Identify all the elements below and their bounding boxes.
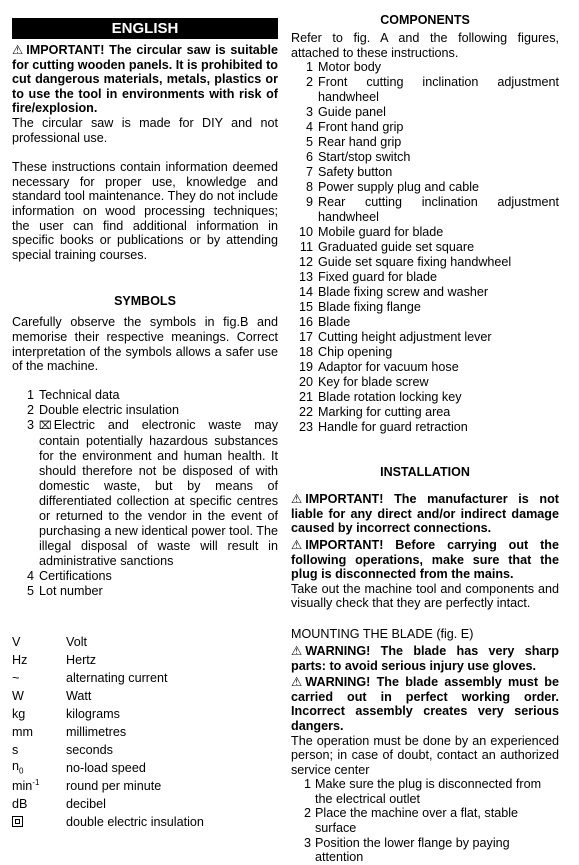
component-item-label: Key for blade screw xyxy=(318,375,429,390)
step-item-text xyxy=(315,777,559,806)
abbreviation-row xyxy=(12,723,204,741)
abbreviation-symbol xyxy=(12,687,66,705)
abbreviation-symbol xyxy=(12,795,66,813)
component-item xyxy=(291,240,559,255)
components-list xyxy=(291,60,559,435)
abbreviation-row xyxy=(12,705,204,723)
component-item-number: 22 xyxy=(298,405,313,420)
warning-icon: ⚠ xyxy=(291,675,303,690)
component-item-number: 23 xyxy=(298,420,313,435)
component-item-text xyxy=(318,120,559,135)
component-item-number: 15 xyxy=(298,300,313,315)
component-item xyxy=(291,150,559,165)
component-item-label: Safety button xyxy=(318,165,393,180)
component-item xyxy=(291,75,559,105)
component-item-label: Handle for guard retraction xyxy=(318,420,468,435)
component-item-label: Front cutting inclination adjustment handwheel xyxy=(318,75,559,105)
component-item-text xyxy=(318,225,559,240)
component-item-text xyxy=(318,330,559,345)
component-item-text xyxy=(318,180,559,195)
abbreviation-symbol xyxy=(12,723,66,741)
component-item-text xyxy=(318,270,559,285)
abbreviation-symbol xyxy=(12,741,66,759)
component-item xyxy=(291,105,559,120)
component-item-label: Guide set square fixing handwheel xyxy=(318,255,512,270)
left-column xyxy=(12,0,278,831)
symbol-list xyxy=(12,388,278,599)
component-item xyxy=(291,270,559,285)
symbol-item-number: 3 xyxy=(26,417,34,432)
symbol-text: kg xyxy=(12,706,26,721)
component-item-number: 16 xyxy=(298,315,313,330)
step-item xyxy=(295,806,559,835)
component-item-number: 21 xyxy=(298,390,313,405)
symbol-item xyxy=(12,403,278,418)
component-item-label: Start/stop switch xyxy=(318,150,411,165)
install-warning-1: ⚠ IMPORTANT! The manufacturer is not liable for any direct and/or indirect damage caused by incorrect connections. xyxy=(291,492,559,536)
component-item-label: Blade xyxy=(318,315,351,330)
component-item-text xyxy=(318,135,559,150)
component-item xyxy=(291,345,559,360)
symbol-text: min xyxy=(12,779,33,794)
symbol-text: s xyxy=(12,742,19,757)
mounting-heading: MOUNTING THE BLADE (fig. E) xyxy=(291,626,474,641)
symbol-text: Hz xyxy=(12,652,28,667)
intended-use: The circular saw is made for DIY and not professional use. xyxy=(12,115,278,145)
symbol-text: ~ xyxy=(12,670,20,685)
component-item-number: 7 xyxy=(305,165,313,180)
abbreviation-symbol xyxy=(12,813,66,831)
step-item-number: 3 xyxy=(303,835,311,850)
component-item-label: Power supply plug and cable xyxy=(318,180,480,195)
right-column xyxy=(291,0,559,865)
warning-icon: ⚠ xyxy=(291,643,303,658)
abbreviation-row xyxy=(12,813,204,831)
component-item-text xyxy=(318,315,559,330)
abbreviation-meaning: Volt xyxy=(66,634,88,649)
component-item-label: Rear hand grip xyxy=(318,135,402,150)
symbol-text: n xyxy=(12,759,20,774)
symbol-item-text xyxy=(39,569,278,584)
language-banner: ENGLISH xyxy=(12,18,278,39)
mount-text: The operation must be done by an experienced person; in case of doubt, contact an authorized service center xyxy=(291,733,559,777)
component-item-number: 13 xyxy=(298,270,313,285)
component-item-text xyxy=(318,240,559,255)
component-item xyxy=(291,255,559,270)
abbreviation-row xyxy=(12,759,204,777)
symbol-item-text xyxy=(39,418,278,569)
component-item-text xyxy=(318,60,559,75)
warning-icon: ⚠ xyxy=(12,43,24,57)
component-item xyxy=(291,195,559,225)
components-intro: Refer to fig. A and the following figures, attached to these instructions. xyxy=(291,31,559,60)
component-item xyxy=(291,60,559,75)
component-item xyxy=(291,420,559,435)
component-item-number: 14 xyxy=(298,285,313,300)
component-item-label: Rear cutting inclination adjustment handwheel xyxy=(318,195,559,225)
component-item-text xyxy=(318,285,559,300)
component-item-label: Chip opening xyxy=(318,345,393,360)
component-item-number: 19 xyxy=(298,360,313,375)
symbol-item-number: 5 xyxy=(26,583,34,598)
component-item-label: Blade fixing flange xyxy=(318,300,421,315)
component-item-text xyxy=(318,300,559,315)
symbol-item xyxy=(12,569,278,584)
symbol-text: V xyxy=(12,634,21,649)
component-item xyxy=(291,330,559,345)
component-item-text xyxy=(318,420,559,435)
component-item-label: Motor body xyxy=(318,60,381,75)
component-item-label: Graduated guide set square xyxy=(318,240,475,255)
component-item-label: Blade rotation locking key xyxy=(318,390,462,405)
abbreviation-row xyxy=(12,795,204,813)
component-item-text xyxy=(318,75,559,105)
abbreviation-symbol xyxy=(12,759,66,777)
component-item xyxy=(291,120,559,135)
component-item xyxy=(291,315,559,330)
symbol-item-text xyxy=(39,403,278,418)
mounting-steps xyxy=(295,777,559,865)
component-item-number: 8 xyxy=(305,180,313,195)
step-item-label: Place the machine over a flat, stable surface xyxy=(315,806,519,836)
step-item-text xyxy=(315,836,559,865)
abbreviation-row xyxy=(12,687,204,705)
component-item xyxy=(291,405,559,420)
component-item-text xyxy=(318,255,559,270)
component-item-label: Marking for cutting area xyxy=(318,405,451,420)
symbol-item xyxy=(12,418,278,569)
component-item-label: Blade fixing screw and washer xyxy=(318,285,489,300)
abbreviation-table xyxy=(12,633,204,831)
abbreviation-meaning: kilograms xyxy=(66,706,120,721)
abbreviation-meaning: Watt xyxy=(66,688,92,703)
abbreviation-row xyxy=(12,669,204,687)
component-item xyxy=(291,165,559,180)
mount-warning-2: ⚠ WARNING! The blade assembly must be carried out in perfect working order. Incorrect assembly creates very serious dangers. xyxy=(291,675,559,733)
symbol-subscript: 0 xyxy=(19,766,24,776)
component-item-text xyxy=(318,150,559,165)
component-item-text xyxy=(318,405,559,420)
abbreviation-symbol xyxy=(12,633,66,651)
component-item xyxy=(291,285,559,300)
abbreviation-row xyxy=(12,633,204,651)
install-warning-2: ⚠ IMPORTANT! Before carrying out the following operations, make sure that the plug is disconnected from the mains. xyxy=(291,537,559,582)
component-item-label: Mobile guard for blade xyxy=(318,225,444,240)
component-item-label: Adaptor for vacuum hose xyxy=(318,360,459,375)
abbreviation-row xyxy=(12,651,204,669)
abbreviation-row xyxy=(12,777,204,795)
abbreviation-symbol xyxy=(12,777,66,795)
component-item-text xyxy=(318,390,559,405)
component-item-number: 17 xyxy=(298,330,313,345)
crossed-bin-icon: ⌧ xyxy=(39,419,52,432)
symbols-heading: SYMBOLS xyxy=(114,294,176,309)
step-item xyxy=(295,777,559,806)
component-item-number: 11 xyxy=(299,240,313,255)
symbol-item-label: Double electric insulation xyxy=(39,402,180,417)
warning-icon: ⚠ xyxy=(291,537,303,552)
component-item-text xyxy=(318,360,559,375)
symbol-item-number: 2 xyxy=(26,402,34,417)
abbreviation-meaning: seconds xyxy=(66,742,113,757)
symbols-intro: Carefully observe the symbols in fig.B and memorise their respective meanings. Correct interpretation of the symbols allows a safer use of the machine. xyxy=(12,315,278,374)
symbol-item-text xyxy=(39,388,278,403)
component-item-number: 20 xyxy=(298,375,313,390)
double-insulation-icon xyxy=(12,816,23,827)
symbol-item-number: 1 xyxy=(26,387,34,402)
component-item-text xyxy=(318,375,559,390)
installation-heading: INSTALLATION xyxy=(380,465,470,480)
component-item-number: 5 xyxy=(305,135,313,150)
warning-icon: ⚠ xyxy=(291,492,303,507)
component-item-number: 3 xyxy=(305,105,313,120)
step-item-number: 1 xyxy=(303,777,311,792)
component-item-label: Cutting height adjustment lever xyxy=(318,330,492,345)
abbreviation-row xyxy=(12,741,204,759)
component-item xyxy=(291,180,559,195)
symbol-item xyxy=(12,584,278,599)
component-item xyxy=(291,225,559,240)
abbreviation-meaning: round per minute xyxy=(66,778,162,793)
step-item-label: Make sure the plug is disconnected from the electrical outlet xyxy=(315,777,542,806)
component-item-number: 18 xyxy=(298,345,313,360)
component-item-number: 10 xyxy=(298,225,313,240)
symbol-text: W xyxy=(12,688,24,703)
symbol-text: dB xyxy=(12,796,28,811)
component-item xyxy=(291,135,559,150)
abbreviation-symbol xyxy=(12,669,66,687)
component-item-number: 12 xyxy=(298,255,313,270)
component-item xyxy=(291,375,559,390)
symbol-item-number: 4 xyxy=(26,568,34,583)
symbol-item-label: Lot number xyxy=(39,583,103,598)
component-item-text xyxy=(318,105,559,120)
important-warning: ⚠ IMPORTANT! The circular saw is suitable for cutting wooden panels. It is prohibited to cut dangerous materials, metals, plastics or to use the tool in environments with risk of fire/explosion. xyxy=(12,43,278,116)
component-item-text xyxy=(318,345,559,360)
component-item-number: 6 xyxy=(305,150,313,165)
step-item-number: 2 xyxy=(303,806,311,821)
component-item-number: 2 xyxy=(305,75,313,90)
symbol-item xyxy=(12,388,278,403)
abbreviation-meaning: double electric insulation xyxy=(66,814,204,829)
symbol-superscript: -1 xyxy=(32,778,40,788)
abbreviation-meaning: decibel xyxy=(66,796,106,811)
component-item-number: 9 xyxy=(305,195,313,210)
component-item xyxy=(291,390,559,405)
abbreviation-symbol xyxy=(12,651,66,669)
component-item-text xyxy=(318,195,559,225)
component-item-text xyxy=(318,165,559,180)
component-item xyxy=(291,300,559,315)
mount-warning-1: ⚠ WARNING! The blade has very sharp parts: to avoid serious injury use gloves. xyxy=(291,643,559,673)
step-item-text xyxy=(315,806,559,835)
components-heading: COMPONENTS xyxy=(380,13,470,27)
component-item xyxy=(291,360,559,375)
instructions-note: These instructions contain information deemed necessary for proper use, knowledge and standard tool maintenance. They do not include information on wood processing techniques; the user can find additional information in specific books or publications or by attending special training courses. xyxy=(12,160,278,262)
step-item-label: Position the lower flange by paying attention xyxy=(315,835,510,865)
install-text: Take out the machine tool and components and visually check that they are perfectly intact. xyxy=(291,581,559,611)
component-item-label: Fixed guard for blade xyxy=(318,270,438,285)
symbol-item-text xyxy=(39,584,278,599)
abbreviation-meaning: no-load speed xyxy=(66,760,146,775)
symbol-item-label: Technical data xyxy=(39,387,120,402)
component-item-label: Front hand grip xyxy=(318,120,404,135)
step-item xyxy=(295,836,559,865)
abbreviation-symbol xyxy=(12,705,66,723)
component-item-number: 4 xyxy=(305,120,313,135)
symbol-item-label: Certifications xyxy=(39,568,112,583)
symbol-text: mm xyxy=(12,724,33,739)
abbreviation-meaning: Hertz xyxy=(66,652,97,667)
component-item-number: 1 xyxy=(305,60,313,75)
component-item-label: Guide panel xyxy=(318,105,386,120)
abbreviation-meaning: alternating current xyxy=(66,670,168,685)
symbol-item-label: Electric and electronic waste may contain potentially hazardous substances for the environment and human health. It should therefore not be disposed of with domestic waste, but by means of differentiated collection at specific centres or returned to the vendor in the event of purchasing a new identical power tool. The illegal disposal of waste will result in administrative sanctions xyxy=(39,417,278,568)
abbreviation-meaning: millimetres xyxy=(66,724,127,739)
